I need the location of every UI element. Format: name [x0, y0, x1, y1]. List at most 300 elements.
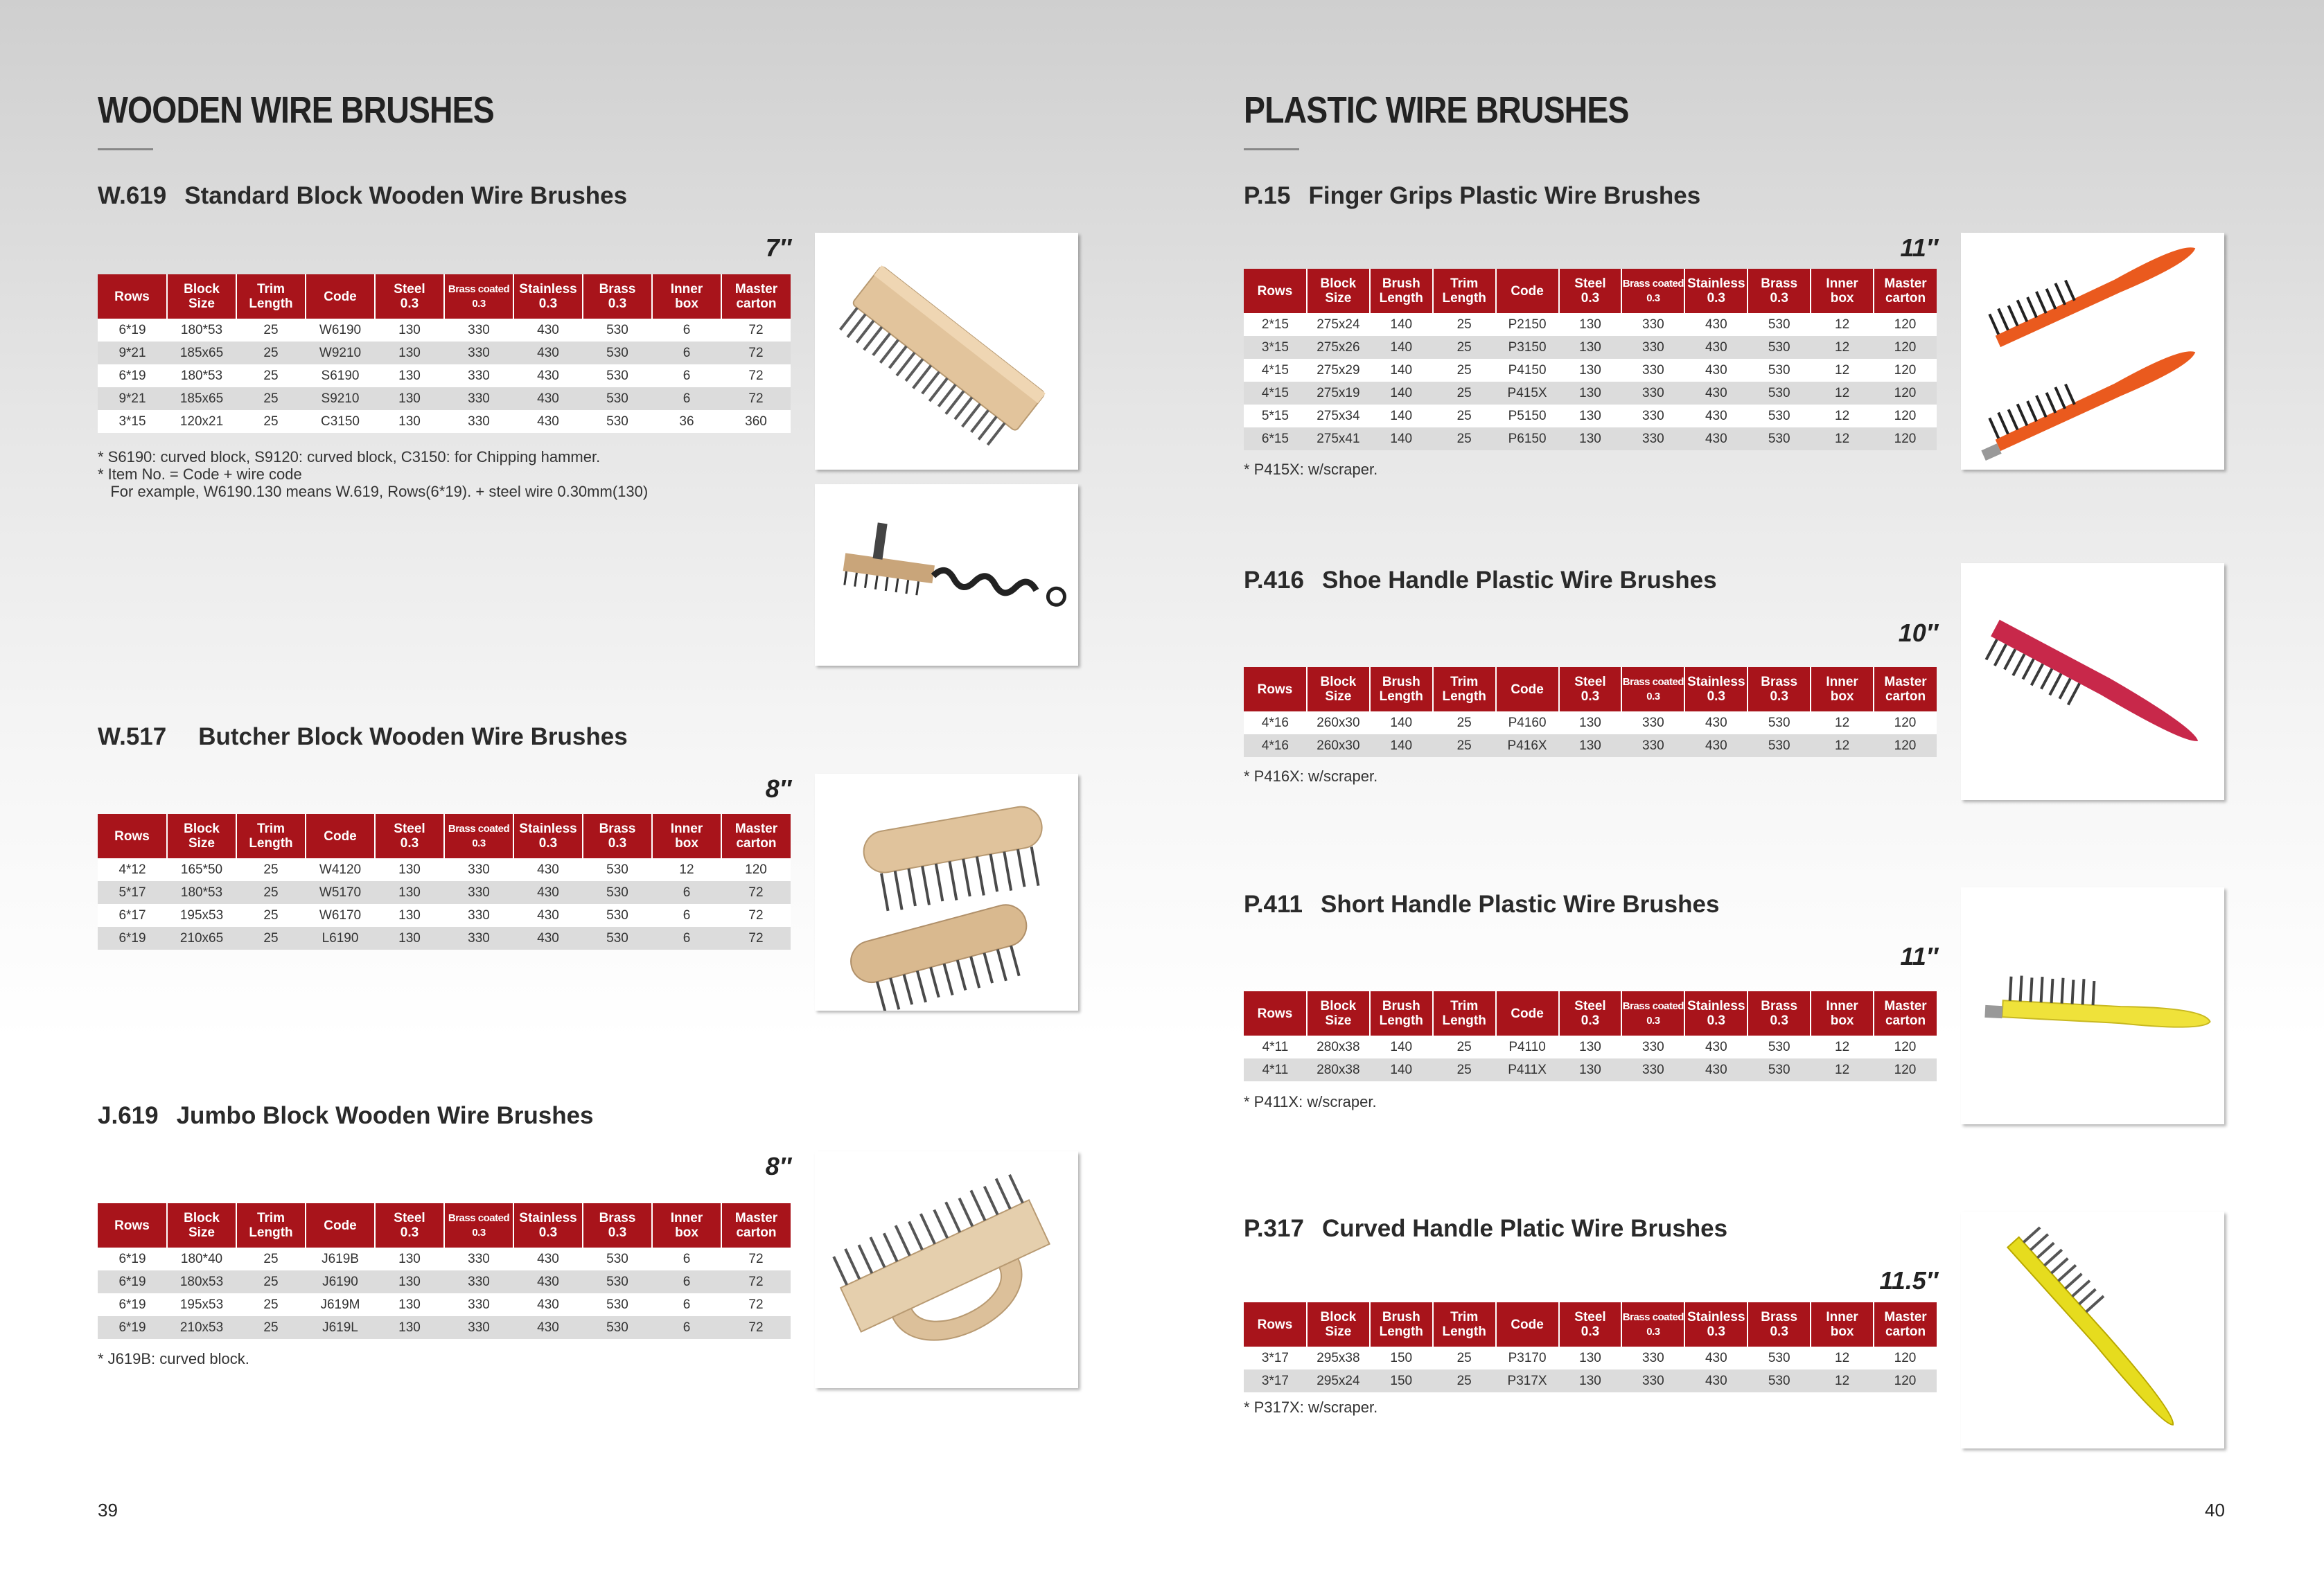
table-cell: 72 — [721, 1293, 791, 1316]
table-cell: 12 — [1811, 313, 1874, 336]
table-cell: 275x24 — [1307, 313, 1370, 336]
table-cell: 330 — [1621, 405, 1684, 427]
section-code: P.317 — [1244, 1215, 1304, 1242]
table-cell: 130 — [1559, 1036, 1622, 1058]
table-cell: 330 — [444, 1270, 513, 1293]
spec-table-p317 — [1244, 1302, 1937, 1392]
table-cell: 120 — [721, 858, 791, 881]
table-cell: 430 — [513, 319, 583, 342]
table-cell: 530 — [583, 881, 652, 904]
table-cell: 72 — [721, 927, 791, 950]
section-name: Curved Handle Platic Wire Brushes — [1321, 1215, 1728, 1242]
table-cell: 6*19 — [98, 364, 167, 387]
table-cell: 72 — [721, 1248, 791, 1270]
table-cell: 530 — [583, 1293, 652, 1316]
table-cell: 12 — [1811, 1036, 1874, 1058]
column-header: Brass 0.3 — [583, 814, 652, 858]
table-cell: 120 — [1874, 1058, 1937, 1081]
table-cell: 12 — [652, 858, 721, 881]
section-code: W.619 — [98, 182, 167, 209]
table-cell: 330 — [444, 927, 513, 950]
column-header: Block Size — [167, 1203, 236, 1248]
table-cell: 6 — [652, 1293, 721, 1316]
table-cell: 260x30 — [1307, 711, 1370, 734]
table-cell: 530 — [583, 319, 652, 342]
table-cell: 25 — [1433, 711, 1496, 734]
right-page-title: PLASTIC WIRE BRUSHES — [1244, 89, 1629, 131]
table-cell: P411X — [1496, 1058, 1559, 1081]
curved-handle-icon — [1961, 1212, 2224, 1448]
table-cell: 530 — [1748, 405, 1811, 427]
table-cell: 130 — [375, 387, 444, 410]
table-cell: 430 — [1684, 313, 1748, 336]
table-cell: 140 — [1370, 359, 1433, 382]
table-cell: 530 — [1748, 427, 1811, 450]
table-row — [1244, 427, 1937, 450]
table-cell: 72 — [721, 881, 791, 904]
table-cell: 6 — [652, 387, 721, 410]
table-cell: 430 — [1684, 427, 1748, 450]
chipping-hammer-brush-photo — [815, 484, 1078, 666]
column-header: Stainless 0.3 — [513, 814, 583, 858]
column-header: Brush Length — [1370, 1302, 1433, 1347]
column-header: Block Size — [167, 814, 236, 858]
column-header: Brass 0.3 — [1748, 1302, 1811, 1347]
table-cell: W6170 — [306, 904, 375, 927]
section-title-p416 — [1244, 567, 1717, 594]
section-title-p411 — [1244, 891, 1719, 919]
table-header-row — [1244, 269, 1937, 313]
section-title-p317 — [1244, 1215, 1727, 1243]
table-row — [98, 1270, 791, 1293]
table-cell: 6 — [652, 342, 721, 364]
table-cell: 6*19 — [98, 1248, 167, 1270]
table-cell: 25 — [1433, 336, 1496, 359]
table-cell: 25 — [1433, 427, 1496, 450]
table-cell: 25 — [236, 364, 306, 387]
spec-table-p416 — [1244, 667, 1937, 757]
table-cell: 130 — [1559, 405, 1622, 427]
table-cell: 530 — [583, 858, 652, 881]
table-cell: J6190 — [306, 1270, 375, 1293]
table-cell: 185x65 — [167, 342, 236, 364]
table-cell: 530 — [583, 927, 652, 950]
column-header: Code — [1496, 1302, 1559, 1347]
table-cell: 4*15 — [1244, 359, 1307, 382]
notes-w619: * S6190: curved block, S9120: curved block, C3150: for Chipping hammer. * Item No. = Code + wire code For example, W6190.130 means W.619, Rows(6*19). + steel wire 0.30mm(130) — [98, 448, 649, 500]
column-header: Block Size — [167, 274, 236, 319]
column-header: Master carton — [721, 1203, 791, 1248]
table-header-row — [1244, 1302, 1937, 1347]
table-cell: 430 — [513, 1316, 583, 1339]
table-row — [98, 1248, 791, 1270]
table-cell: 530 — [583, 1270, 652, 1293]
table-cell: 330 — [444, 342, 513, 364]
column-header: Brush Length — [1370, 269, 1433, 313]
table-cell: P4110 — [1496, 1036, 1559, 1058]
table-cell: 3*15 — [98, 410, 167, 433]
table-cell: 530 — [1748, 336, 1811, 359]
table-cell: 140 — [1370, 382, 1433, 405]
table-cell: 530 — [583, 410, 652, 433]
table-cell: 25 — [236, 410, 306, 433]
table-cell: 36 — [652, 410, 721, 433]
page-number-right: 40 — [2205, 1500, 2225, 1520]
column-header: Brass 0.3 — [1748, 269, 1811, 313]
table-cell: 530 — [1748, 1347, 1811, 1369]
table-cell: 6 — [652, 1316, 721, 1339]
column-header: Code — [306, 274, 375, 319]
column-header: Rows — [1244, 269, 1307, 313]
column-header: Stainless 0.3 — [1684, 269, 1748, 313]
table-cell: 6*17 — [98, 904, 167, 927]
column-header: Block Size — [1307, 1302, 1370, 1347]
table-cell: 430 — [1684, 336, 1748, 359]
table-cell: 25 — [1433, 1058, 1496, 1081]
table-cell: 25 — [236, 1248, 306, 1270]
curved-handle-brush-photo — [1961, 1212, 2224, 1448]
table-cell: 9*21 — [98, 387, 167, 410]
size-label-p416: 10″ — [1898, 619, 1938, 647]
table-cell: 430 — [1684, 1347, 1748, 1369]
table-cell: 330 — [1621, 734, 1684, 757]
wooden-block-brush-icon — [815, 233, 1078, 470]
table-cell: P317X — [1496, 1369, 1559, 1392]
table-row — [1244, 711, 1937, 734]
section-name: Short Handle Plastic Wire Brushes — [1321, 891, 1720, 918]
table-cell: 25 — [236, 858, 306, 881]
table-cell: J619B — [306, 1248, 375, 1270]
table-cell: 430 — [1684, 734, 1748, 757]
table-cell: 120 — [1874, 359, 1937, 382]
column-header: Brass 0.3 — [583, 274, 652, 319]
table-cell: 6*19 — [98, 319, 167, 342]
table-cell: 25 — [1433, 405, 1496, 427]
table-cell: 430 — [513, 410, 583, 433]
table-cell: 430 — [1684, 711, 1748, 734]
table-cell: 130 — [1559, 1058, 1622, 1081]
table-cell: 530 — [1748, 711, 1811, 734]
column-header: Steel 0.3 — [375, 274, 444, 319]
table-cell: 275x34 — [1307, 405, 1370, 427]
column-header: Brass coated 0.3 — [1621, 667, 1684, 711]
table-cell: P3150 — [1496, 336, 1559, 359]
table-header-row — [98, 814, 791, 858]
column-header: Inner box — [652, 814, 721, 858]
table-cell: 25 — [1433, 1369, 1496, 1392]
table-row — [1244, 1036, 1937, 1058]
column-header: Brass coated 0.3 — [444, 814, 513, 858]
table-cell: 330 — [444, 1316, 513, 1339]
table-cell: 3*15 — [1244, 336, 1307, 359]
notes-j619: * J619B: curved block. — [98, 1350, 249, 1367]
table-cell: 6*15 — [1244, 427, 1307, 450]
left-title-rule — [98, 148, 153, 150]
table-cell: 140 — [1370, 1036, 1433, 1058]
table-cell: W5170 — [306, 881, 375, 904]
table-cell: 4*16 — [1244, 711, 1307, 734]
table-cell: 330 — [1621, 1058, 1684, 1081]
table-cell: 120 — [1874, 336, 1937, 359]
column-header: Inner box — [1811, 667, 1874, 711]
table-cell: 140 — [1370, 405, 1433, 427]
table-cell: 180x53 — [167, 1270, 236, 1293]
column-header: Code — [1496, 269, 1559, 313]
table-cell: 275x26 — [1307, 336, 1370, 359]
jumbo-block-brush-photo — [815, 1151, 1078, 1388]
table-cell: 430 — [1684, 359, 1748, 382]
table-row — [1244, 359, 1937, 382]
column-header: Trim Length — [236, 1203, 306, 1248]
table-cell: 130 — [1559, 359, 1622, 382]
table-cell: 430 — [513, 1293, 583, 1316]
table-cell: 195x53 — [167, 904, 236, 927]
table-cell: 185x65 — [167, 387, 236, 410]
table-cell: P4160 — [1496, 711, 1559, 734]
section-code: P.411 — [1244, 891, 1303, 918]
column-header: Code — [1496, 991, 1559, 1036]
table-cell: 530 — [1748, 359, 1811, 382]
spec-table-w517 — [98, 814, 791, 950]
column-header: Inner box — [1811, 269, 1874, 313]
column-header: Rows — [1244, 991, 1307, 1036]
table-cell: 430 — [513, 364, 583, 387]
table-cell: 130 — [1559, 1369, 1622, 1392]
column-header: Block Size — [1307, 269, 1370, 313]
column-header: Steel 0.3 — [1559, 991, 1622, 1036]
table-cell: J619L — [306, 1316, 375, 1339]
column-header: Brass 0.3 — [583, 1203, 652, 1248]
table-cell: P5150 — [1496, 405, 1559, 427]
column-header: Master carton — [1874, 1302, 1937, 1347]
table-cell: 260x30 — [1307, 734, 1370, 757]
table-cell: 330 — [1621, 427, 1684, 450]
size-label-p411: 11″ — [1900, 942, 1938, 970]
finger-grip-icon — [1961, 233, 2224, 470]
table-cell: 72 — [721, 342, 791, 364]
jumbo-block-icon — [815, 1151, 1078, 1388]
table-cell: 330 — [1621, 313, 1684, 336]
table-cell: 140 — [1370, 734, 1433, 757]
table-cell: 25 — [1433, 313, 1496, 336]
table-cell: 180*40 — [167, 1248, 236, 1270]
table-cell: 130 — [375, 1316, 444, 1339]
table-cell: W9210 — [306, 342, 375, 364]
table-cell: 130 — [1559, 382, 1622, 405]
table-row — [98, 319, 791, 342]
table-cell: 430 — [1684, 405, 1748, 427]
column-header: Trim Length — [1433, 269, 1496, 313]
column-header: Brass coated 0.3 — [1621, 1302, 1684, 1347]
table-header-row — [1244, 667, 1937, 711]
table-cell: 140 — [1370, 711, 1433, 734]
table-cell: 130 — [1559, 734, 1622, 757]
section-title-p15 — [1244, 182, 1700, 210]
table-cell: 12 — [1811, 405, 1874, 427]
section-code: W.517 — [98, 723, 167, 750]
column-header: Steel 0.3 — [375, 814, 444, 858]
size-label-p15: 11″ — [1900, 233, 1938, 262]
column-header: Brush Length — [1370, 667, 1433, 711]
table-cell: 25 — [1433, 1036, 1496, 1058]
table-cell: 330 — [1621, 1369, 1684, 1392]
butcher-block-brush-photo — [815, 774, 1078, 1011]
column-header: Block Size — [1307, 667, 1370, 711]
column-header: Brass coated 0.3 — [444, 274, 513, 319]
table-cell: 120 — [1874, 382, 1937, 405]
column-header: Brass 0.3 — [1748, 667, 1811, 711]
table-cell: 6 — [652, 881, 721, 904]
table-cell: 130 — [1559, 711, 1622, 734]
notes-p416: * P416X: w/scraper. — [1244, 768, 1378, 785]
column-header: Trim Length — [1433, 991, 1496, 1036]
table-cell: 430 — [1684, 1036, 1748, 1058]
table-cell: 130 — [375, 904, 444, 927]
table-cell: P2150 — [1496, 313, 1559, 336]
table-row — [98, 387, 791, 410]
table-cell: 130 — [375, 1270, 444, 1293]
table-cell: 120 — [1874, 711, 1937, 734]
table-cell: 140 — [1370, 313, 1433, 336]
table-cell: 12 — [1811, 734, 1874, 757]
table-cell: 330 — [1621, 711, 1684, 734]
table-cell: 5*15 — [1244, 405, 1307, 427]
short-handle-brush-photo — [1961, 887, 2224, 1124]
column-header: Rows — [1244, 1302, 1307, 1347]
table-cell: 12 — [1811, 1058, 1874, 1081]
column-header: Steel 0.3 — [1559, 667, 1622, 711]
column-header: Brass coated 0.3 — [444, 1203, 513, 1248]
notes-p411: * P411X: w/scraper. — [1244, 1093, 1377, 1110]
table-cell: 130 — [1559, 427, 1622, 450]
table-cell: 25 — [1433, 382, 1496, 405]
table-cell: 130 — [375, 858, 444, 881]
butcher-block-icon — [815, 774, 1078, 1011]
spec-table-p411 — [1244, 991, 1937, 1081]
table-row — [98, 410, 791, 433]
table-cell: 4*11 — [1244, 1036, 1307, 1058]
table-cell: 430 — [1684, 382, 1748, 405]
table-cell: 130 — [1559, 1347, 1622, 1369]
table-cell: 330 — [444, 410, 513, 433]
table-cell: 4*11 — [1244, 1058, 1307, 1081]
table-cell: 120 — [1874, 427, 1937, 450]
table-cell: 275x19 — [1307, 382, 1370, 405]
table-cell: 12 — [1811, 1347, 1874, 1369]
table-cell: 430 — [513, 927, 583, 950]
table-cell: S9210 — [306, 387, 375, 410]
table-header-row — [1244, 991, 1937, 1036]
table-cell: 120 — [1874, 1347, 1937, 1369]
table-cell: 210x65 — [167, 927, 236, 950]
table-cell: 295x38 — [1307, 1347, 1370, 1369]
table-cell: 4*15 — [1244, 382, 1307, 405]
table-cell: 330 — [444, 1293, 513, 1316]
column-header: Steel 0.3 — [1559, 269, 1622, 313]
table-cell: 6 — [652, 1270, 721, 1293]
table-cell: 6 — [652, 319, 721, 342]
table-row — [98, 904, 791, 927]
size-label-p317: 11.5″ — [1879, 1266, 1938, 1295]
table-cell: 530 — [583, 387, 652, 410]
table-cell: 130 — [1559, 336, 1622, 359]
table-cell: 25 — [236, 319, 306, 342]
table-cell: W4120 — [306, 858, 375, 881]
table-row — [1244, 1058, 1937, 1081]
table-cell: 130 — [375, 319, 444, 342]
table-cell: 25 — [236, 387, 306, 410]
page-number-left: 39 — [98, 1500, 118, 1520]
table-cell: 530 — [583, 1316, 652, 1339]
table-cell: 530 — [583, 1248, 652, 1270]
table-cell: 530 — [1748, 1369, 1811, 1392]
section-name: Shoe Handle Plastic Wire Brushes — [1321, 567, 1717, 594]
table-cell: P415X — [1496, 382, 1559, 405]
table-cell: 530 — [1748, 1058, 1811, 1081]
section-code: P.416 — [1244, 567, 1304, 594]
section-title-w619 — [98, 182, 627, 210]
table-cell: 530 — [583, 904, 652, 927]
column-header: Master carton — [1874, 667, 1937, 711]
table-cell: 25 — [236, 1316, 306, 1339]
column-header: Trim Length — [236, 814, 306, 858]
table-cell: P416X — [1496, 734, 1559, 757]
column-header: Trim Length — [236, 274, 306, 319]
table-cell: 12 — [1811, 336, 1874, 359]
table-cell: 120 — [1874, 1036, 1937, 1058]
table-cell: 430 — [513, 1248, 583, 1270]
table-row — [98, 881, 791, 904]
table-cell: 330 — [444, 904, 513, 927]
column-header: Code — [306, 1203, 375, 1248]
table-cell: 12 — [1811, 711, 1874, 734]
table-cell: 150 — [1370, 1347, 1433, 1369]
table-cell: 130 — [375, 927, 444, 950]
table-cell: 25 — [236, 1293, 306, 1316]
table-cell: 120 — [1874, 405, 1937, 427]
table-row — [98, 1293, 791, 1316]
finger-grip-brush-photo — [1961, 233, 2224, 470]
table-cell: 330 — [1621, 1036, 1684, 1058]
column-header: Inner box — [652, 274, 721, 319]
table-row — [1244, 313, 1937, 336]
table-cell: 530 — [1748, 313, 1811, 336]
table-cell: S6190 — [306, 364, 375, 387]
table-cell: 430 — [513, 387, 583, 410]
table-cell: 130 — [1559, 313, 1622, 336]
table-cell: 530 — [1748, 382, 1811, 405]
table-row — [98, 927, 791, 950]
spec-table-w619 — [98, 274, 791, 433]
table-cell: 25 — [1433, 359, 1496, 382]
column-header: Block Size — [1307, 991, 1370, 1036]
table-cell: 195x53 — [167, 1293, 236, 1316]
column-header: Inner box — [1811, 1302, 1874, 1347]
table-cell: 120 — [1874, 313, 1937, 336]
column-header: Master carton — [721, 814, 791, 858]
table-cell: 120x21 — [167, 410, 236, 433]
table-cell: 72 — [721, 387, 791, 410]
table-cell: 6 — [652, 904, 721, 927]
column-header: Rows — [98, 814, 167, 858]
table-cell: 330 — [444, 1248, 513, 1270]
spec-table-j619 — [98, 1203, 791, 1339]
table-row — [1244, 1347, 1937, 1369]
notes-p317: * P317X: w/scraper. — [1244, 1399, 1378, 1416]
table-cell: 330 — [444, 387, 513, 410]
table-cell: C3150 — [306, 410, 375, 433]
table-cell: 6*19 — [98, 927, 167, 950]
